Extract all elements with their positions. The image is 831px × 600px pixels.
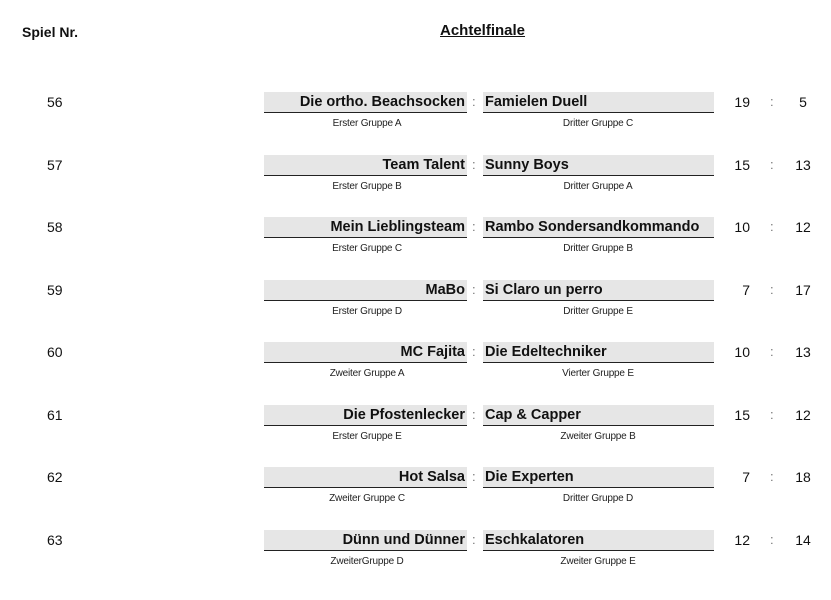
- away-team: Rambo Sondersandkommando: [483, 217, 714, 238]
- score-home: 7: [742, 282, 750, 298]
- away-team: Die Edeltechniker: [483, 342, 714, 363]
- home-team-origin: Erster Gruppe C: [332, 243, 402, 254]
- score-separator: :: [770, 94, 774, 109]
- match-number: 59: [47, 282, 63, 298]
- score-separator: :: [770, 282, 774, 297]
- score-separator: :: [770, 157, 774, 172]
- match-number: 60: [47, 344, 63, 360]
- away-team: Cap & Capper: [483, 405, 714, 426]
- home-team: Team Talent: [264, 155, 467, 176]
- away-team-origin: Dritter Gruppe E: [563, 306, 633, 317]
- match-row: [0, 155, 831, 203]
- match-row: [0, 280, 831, 328]
- team-separator: :: [472, 219, 476, 234]
- match-row: [0, 530, 831, 578]
- team-separator: :: [472, 94, 476, 109]
- match-number: 58: [47, 219, 63, 235]
- home-team: MC Fajita: [264, 342, 467, 363]
- score-separator: :: [770, 469, 774, 484]
- home-team-origin: ZweiterGruppe D: [330, 556, 404, 567]
- home-team: Die Pfostenlecker: [264, 405, 467, 426]
- home-team-origin: Erster Gruppe D: [332, 306, 402, 317]
- match-number: 61: [47, 407, 63, 423]
- team-separator: :: [472, 407, 476, 422]
- match-row: [0, 92, 831, 140]
- score-home: 12: [734, 532, 750, 548]
- team-separator: :: [472, 532, 476, 547]
- round-title: Achtelfinale: [440, 22, 526, 39]
- away-team: Sunny Boys: [483, 155, 714, 176]
- score-away: 13: [795, 344, 811, 360]
- score-away: 14: [795, 532, 811, 548]
- score-separator: :: [770, 407, 774, 422]
- score-away: 5: [799, 94, 807, 110]
- match-number: 57: [47, 157, 63, 173]
- home-team: Hot Salsa: [264, 467, 467, 488]
- away-team-origin: Dritter Gruppe C: [562, 118, 634, 129]
- team-separator: :: [472, 282, 476, 297]
- away-team-origin: Zweiter Gruppe E: [560, 556, 636, 567]
- match-number: 63: [47, 532, 63, 548]
- score-separator: :: [770, 219, 774, 234]
- home-team-origin: Zweiter Gruppe C: [329, 493, 405, 504]
- score-away: 12: [795, 407, 811, 423]
- score-separator: :: [770, 532, 774, 547]
- home-team: Dünn und Dünner: [264, 530, 467, 551]
- score-separator: :: [770, 344, 774, 359]
- match-number: 56: [47, 94, 63, 110]
- away-team: Si Claro un perro: [483, 280, 714, 301]
- score-home: 7: [742, 469, 750, 485]
- home-team-origin: Erster Gruppe E: [332, 431, 402, 442]
- score-away: 13: [795, 157, 811, 173]
- away-team: Famielen Duell: [483, 92, 714, 113]
- score-away: 18: [795, 469, 811, 485]
- away-team: Die Experten: [483, 467, 714, 488]
- away-team-origin: Dritter Gruppe A: [563, 181, 633, 192]
- home-team-origin: Erster Gruppe B: [332, 181, 402, 192]
- score-home: 10: [734, 219, 750, 235]
- score-home: 15: [734, 407, 750, 423]
- home-team: Die ortho. Beachsocken: [264, 92, 467, 113]
- home-team: MaBo: [264, 280, 467, 301]
- score-away: 12: [795, 219, 811, 235]
- team-separator: :: [472, 157, 476, 172]
- score-home: 10: [734, 344, 750, 360]
- away-team-origin: Dritter Gruppe D: [562, 493, 634, 504]
- match-row: [0, 217, 831, 265]
- home-team-origin: Erster Gruppe A: [332, 118, 402, 129]
- score-home: 15: [734, 157, 750, 173]
- away-team-origin: Dritter Gruppe B: [563, 243, 633, 254]
- score-away: 17: [795, 282, 811, 298]
- score-home: 19: [734, 94, 750, 110]
- home-team-origin: Zweiter Gruppe A: [329, 368, 405, 379]
- match-number: 62: [47, 469, 63, 485]
- team-separator: :: [472, 469, 476, 484]
- team-separator: :: [472, 344, 476, 359]
- match-row: [0, 405, 831, 453]
- away-team-origin: Zweiter Gruppe B: [560, 431, 636, 442]
- match-row: [0, 342, 831, 390]
- column-header-spiel-nr: Spiel Nr.: [22, 24, 79, 40]
- match-row: [0, 467, 831, 515]
- away-team: Eschkalatoren: [483, 530, 714, 551]
- home-team: Mein Lieblingsteam: [264, 217, 467, 238]
- away-team-origin: Vierter Gruppe E: [562, 368, 634, 379]
